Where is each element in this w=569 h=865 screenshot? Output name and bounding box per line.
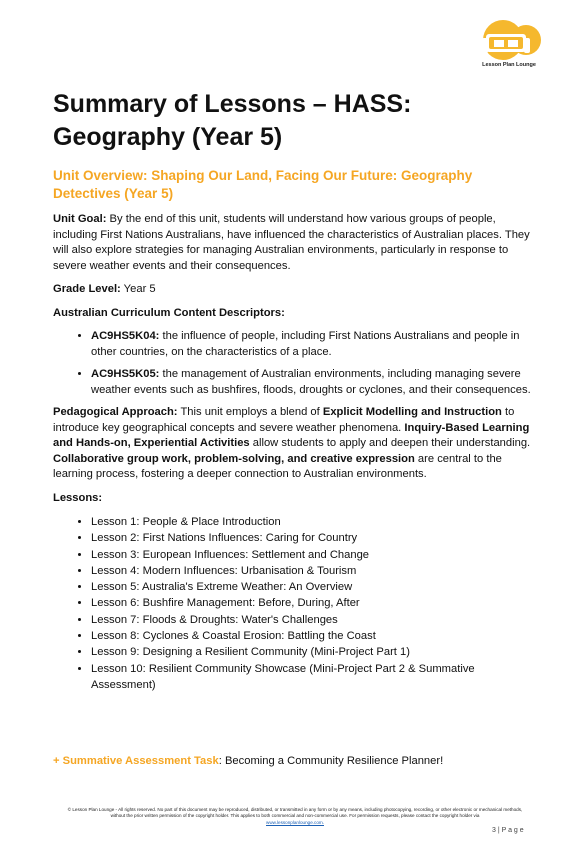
unit-goal-label: Unit Goal: (53, 213, 107, 225)
copyright-footer (60, 807, 530, 826)
lesson-item: • Lesson 2: First Nations Influences: Caring for Country (91, 530, 535, 546)
summative-assessment (53, 755, 443, 767)
lesson-list (53, 514, 535, 693)
pedagogy-text: This unit employs a blend of (177, 406, 323, 418)
pedagogy-text: to introduce key geographical concepts and severe weather phenomena. (53, 406, 515, 434)
lessons-heading (53, 491, 535, 507)
curriculum-heading-text: Australian Curriculum Content Descriptors: (53, 306, 285, 319)
grade-level-label: Grade Level: (53, 283, 121, 295)
pedagogy-label: Pedagogical Approach: (53, 406, 178, 418)
pedagogical-approach (53, 405, 535, 483)
grade-level (53, 282, 535, 298)
descriptor-code: AC9HS5K05: (91, 368, 160, 380)
footer-link[interactable]: www.lessonplanlounge.com. (266, 819, 324, 825)
pedagogy-bold: Explicit Modelling and Instruction (322, 406, 502, 418)
summative-text: : Becoming a Community Resilience Planner! (218, 755, 444, 767)
footer-text: © Lesson Plan Lounge - All rights reserved. No part of this document may be reproduced, distributed, or transmitted in any form or by any means, including photocopying, recording, or other electronic or mechanical methods, without the prior written permission of the copyright holder. This applies to both commercial and non-commercial use. For permission requests, please contact the copyright holder via (67, 807, 523, 819)
unit-overview-heading: Unit Overview: Shaping Our Land, Facing Our Future: Geography Detectives (Year 5) (53, 168, 473, 201)
descriptor-code: AC9HS5K04: (91, 330, 160, 342)
pedagogy-bold: Inquiry-Based Learning and Hands-on, Experiential Activities (53, 421, 530, 449)
pedagogy-text: are central to the learning process, fostering a deeper connection to Australian environments. (53, 452, 502, 480)
descriptor-item (91, 367, 535, 398)
lesson-item: • Lesson 3: European Influences: Settlement and Change (91, 547, 535, 563)
lesson-item: • Lesson 10: Resilient Community Showcase (Mini-Project Part 2 & Summative Assessment) (91, 661, 535, 694)
pedagogy-bold: Collaborative group work, problem-solving, and creative expression (53, 452, 415, 465)
descriptor-text: the influence of people, including First Nations Australians and people in other countries, on the characteristics of a place. (91, 330, 520, 358)
lesson-item: • Lesson 5: Australia's Extreme Weather: An Overview (91, 579, 535, 595)
curriculum-heading (53, 306, 535, 322)
grade-level-value: Year 5 (120, 283, 156, 295)
descriptor-item (91, 329, 535, 360)
page-number: 3 | P a g e (492, 827, 524, 834)
unit-goal (53, 212, 535, 274)
main-content (53, 212, 535, 693)
lesson-item: • Lesson 7: Floods & Droughts: Water's Challenges (91, 612, 535, 628)
unit-goal-text: By the end of this unit, students will understand how various groups of people, including First Nations Australians, have influenced the characteristics of Australian places. They will also explore strategies for managing Australian environments, particularly in response to severe weather events and their consequences. (53, 213, 530, 272)
lesson-item: • Lesson 1: People & Place Introduction (91, 514, 535, 530)
logo-text: Lesson Plan Lounge (482, 62, 536, 68)
descriptor-text: the management of Australian environments, including managing severe weather events such as bushfires, floods, droughts or cyclones, and their consequences. (91, 368, 531, 396)
lesson-item: • Lesson 4: Modern Influences: Urbanisation & Tourism (91, 563, 535, 579)
lesson-item: • Lesson 6: Bushfire Management: Before, During, After (91, 595, 535, 611)
lesson-item: • Lesson 9: Designing a Resilient Community (Mini-Project Part 1) (91, 644, 535, 660)
summative-label: + Summative Assessment Task (53, 755, 219, 767)
lesson-item: • Lesson 8: Cyclones & Coastal Erosion: Battling the Coast (91, 628, 535, 644)
page-title: Summary of Lessons – HASS: Geography (Year 5) (53, 90, 412, 151)
pedagogy-text: allow students to apply and deepen their understanding. (249, 437, 531, 449)
lessons-heading-text: Lessons: (53, 491, 103, 504)
descriptor-list (53, 329, 535, 398)
